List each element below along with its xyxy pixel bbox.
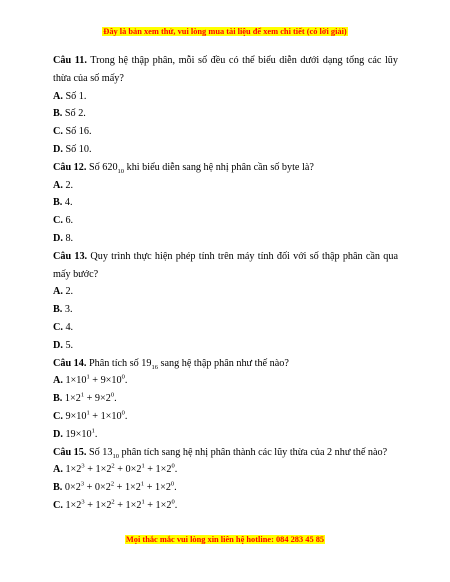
- question-text: Trong hệ thập phân, mỗi số đều có thể biểu diễn dưới dạng tổng các lũy thừa của số mấy?: [53, 55, 398, 84]
- option-b: B. $0\times 2^3 + 0\times 2^2 + 1\times 2^1 + 1\times 2^0$.: [53, 480, 177, 494]
- option-a: A. Số 1.: [53, 90, 87, 102]
- question-text: Quy trình thực hiện phép tính trên máy tính đối với số thập phân cần qua mấy bước?: [53, 250, 398, 280]
- preview-banner-text: Đây là bản xem thử, vui lòng mua tài liệu để xem chi tiết (có lời giải): [103, 27, 347, 36]
- question-11: [53, 52, 398, 88]
- option-a: A. 2.: [53, 286, 74, 298]
- option-c: C. 6.: [53, 215, 74, 227]
- option-d: D. $19\times 10^1$.: [53, 427, 98, 440]
- document-body: [53, 52, 398, 515]
- option-c: C. $1\times 2^3 + 1\times 2^2 + 1\times 2^1 + 1\times 2^0$.: [53, 498, 178, 511]
- hotline-banner-text: Mọi thắc mắc vui lòng xin liên hệ hotline: 084 283 45 85: [125, 535, 325, 544]
- question-12: Câu 12. Số $620_{10}$ khi biểu diễn sang hệ nhị phân cần số byte là?: [53, 161, 314, 175]
- question-label: Câu 12.: [53, 161, 87, 173]
- option-a: A. $1\times 2^3 + 1\times 2^2 + 0\times 2^1 + 1\times 2^0$.: [53, 462, 178, 476]
- question-label: Câu 15.: [53, 446, 87, 458]
- question-13: [53, 248, 398, 284]
- option-b: B. $1\times 2^1 + 9\times 2^0$.: [53, 391, 117, 405]
- option-b: B. 3.: [53, 304, 73, 316]
- option-c: C. $9\times 10^1 + 1\times 10^0$.: [53, 409, 128, 422]
- question-14: Câu 14. Phân tích số $19_{16}$ sang hệ thập phân như thế nào?: [53, 357, 289, 371]
- option-b: B. Số 2.: [53, 108, 86, 120]
- option-b: B. 4.: [53, 197, 73, 209]
- option-a: A. $1\times 10^1 + 9\times 10^0$.: [53, 373, 128, 387]
- option-d: D. 5.: [53, 339, 74, 351]
- preview-banner: [0, 26, 450, 37]
- question-label: Câu 14.: [53, 357, 87, 369]
- option-d: D. 8.: [53, 232, 74, 244]
- option-c: C. 4.: [53, 321, 74, 333]
- hotline-banner: [0, 534, 450, 545]
- option-c: C. Số 16.: [53, 126, 92, 138]
- option-a: A. 2.: [53, 179, 74, 191]
- question-label: Câu 11.: [53, 55, 87, 66]
- question-label: Câu 13.: [53, 250, 88, 262]
- option-d: D. Số 10.: [53, 143, 92, 155]
- question-15: Câu 15. Số $13_{10}$ phân tích sang hệ nhị phân thành các lũy thừa của 2 như thế nào?: [53, 446, 388, 460]
